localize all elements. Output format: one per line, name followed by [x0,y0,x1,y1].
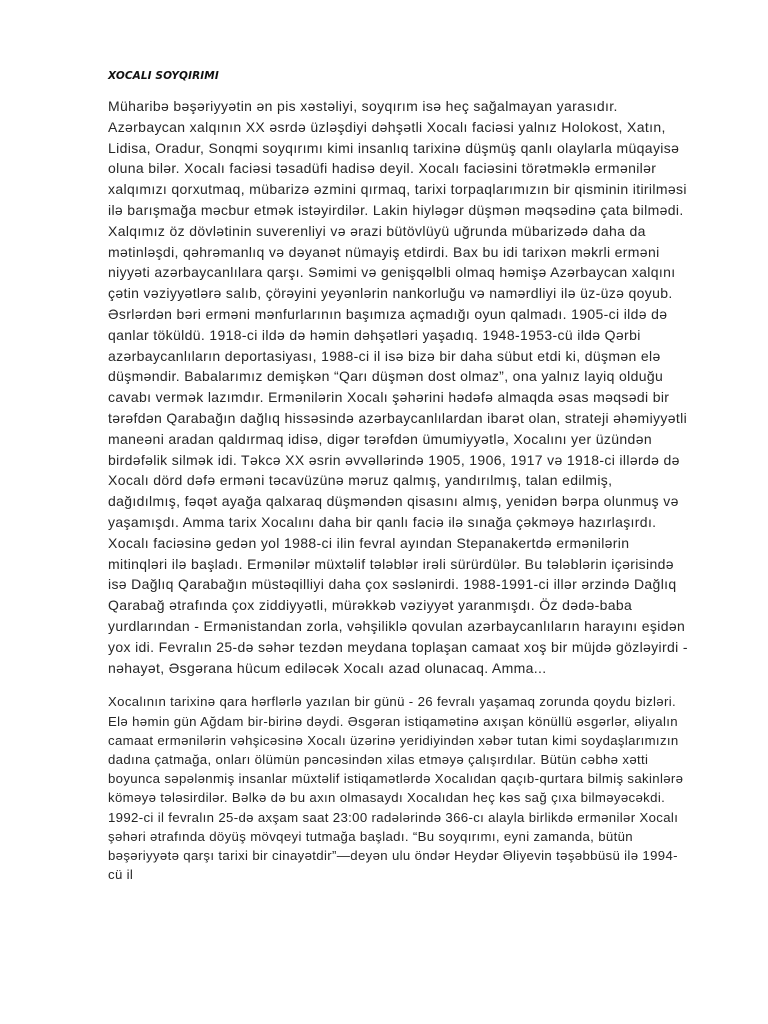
paragraph-1: Müharibə bəşəriyyətin ən pis xəstəliyi, soyqırım isə heç sağalmayan yarasıdır. Azərbaycan xalqının XX əsrdə üzləşdiyi dəhşətli Xocalı faciəsi yalnız Holokost, Xatın, Lidisa, Oradur, Sonqmi soyqırımı kimi insanlıq tarixinə düşmüş qanlı olaylarla müqayisə oluna bilər. Xocalı faciəsi təsadüfi hadisə deyil. Xocalı faciəsini törətməklə ermənilər xalqımızı qorxutmaq, mübarizə əzmini qırmaq, tarixi torpaqlarımızın bir qisminin itirilməsi ilə barışmağa məcbur etmək istəyirdilər. Lakin hiyləgər düşmən məqsədinə çata bilmədi. Xalqımız öz dövlətinin suverenliyi və ərazi bütövlüyü uğrunda mübarizədə daha da mətinləşdi, qəhrəmanlıq və dəyanət nümayiş etdirdi. Bax bu idi tarixən məkrli erməni niyyəti azərbaycanlılara qarşı. Səmimi və genişqəlbli olmaq həmişə Azərbaycan xalqını çətin vəziyyətlərə salıb, çörəyini yeyənlərin nankorluğu və namərdliyi ilə üz-üzə qoyub. Əsrlərdən bəri erməni mənfurlarının başımıza açmadığı oyun qalmadı. 1905-ci ildə də qanlar töküldü. 1918-ci ildə də həmin dəhşətləri yaşadıq. 1948-1953-cü ildə Qərbi azərbaycanlıların deportasiyası, 1988-ci il isə bizə bir daha sübut etdi ki, düşmən elə düşməndir. Babalarımız demişkən “Qarı düşmən dost olmaz”, ona yalnız layiq olduğu cavabı vermək lazımdır. Ermənilərin Xocalı şəhərini hədəfə almaqda əsas məqsədi bir tərəfdən Qarabağın dağlıq hissəsində azərbaycanlılardan ibarət olan, strateji əhəmiyyətli maneəni aradan qaldırmaq idisə, digər tərəfdən ümumiyyətlə, Xocalını yer üzündən birdəfəlik silmək idi. Təkcə XX əsrin əvvəllərində 1905, 1906, 1917 və 1918-ci illərdə də Xocalı dörd dəfə erməni təcavüzünə məruz qalmış, yandırılmış, talan edilmiş, dağıdılmış, fəqət ayağa qalxaraq düşməndən qisasını almış, yenidən bərpa olunmuş və yaşamışdı. Amma tarix Xocalını daha bir qanlı faciə ilə sınağa çəkməyə hazırlaşırdı. Xocalı faciəsinə gedən yol 1988-ci ilin fevral ayından Stepanakertdə ermənilərin mitinqləri ilə başladı. Ermənilər müxtəlif tələblər irəli sürürdülər. Bu tələblərin içərisində isə Dağlıq Qarabağın müstəqilliyi daha çox səslənirdi. 1988-1991-ci illər ərzində Dağlıq Qarabağ ətrafında çox ziddiyyətli, mürəkkəb vəziyyət yaranmışdı. Öz dədə-baba yurdlarından - Ermənistandan zorla, vəhşiliklə qovulan azərbaycanlıların harayını eşidən yox idi. Fevralın 25-də səhər tezdən meydana toplaşan camaat xoş bir müjdə gözləyirdi - nəhayət, Əsgərana hücum ediləcək Xocalı azad olunacaq. Amma... [108,98,688,676]
document-title: XOCALI SOYQIRIMI [108,70,219,82]
paragraph-2: Xocalının tarixinə qara hərflərlə yazılan bir günü - 26 fevralı yaşamaq zorunda qoydu bizləri. Elə həmin gün Ağdam bir-birinə dəydi. Əsgəran istiqamətinə axışan könüllü əsgərlər, əliyalın camaat ermənilərin vəhşicəsinə Xocalı üzərinə yeridiyindən xəbər tutan kimi soydaşlarımızın dadına çatmağa, onları ölümün pəncəsindən xilas etməyə çalışırdılar. Bütün cəbhə xətti boyunca səpələnmiş insanlar müxtəlif istiqamətlərdə Xocalıdan qaçıb-qurtara bilmiş sakinlərə köməyə tələsirdilər. Bəlkə də bu axın olmasaydı Xocalıdan heç kəs sağ çıxa bilməyəcəkdi. 1992-ci il fevralın 25-də axşam saat 23:00 radələrində 366-cı alayla birlikdə ermənilər Xocalı şəhəri ətrafında döyüş mövqeyi tutmağa başladı. “Bu soyqırımı, eyni zamanda, bütün bəşəriyyətə qarşı tarixi bir cinayətdir”—deyən ulu öndər Heydər Əliyevin təşəbbüsü ilə 1994-cü il [108,694,684,883]
